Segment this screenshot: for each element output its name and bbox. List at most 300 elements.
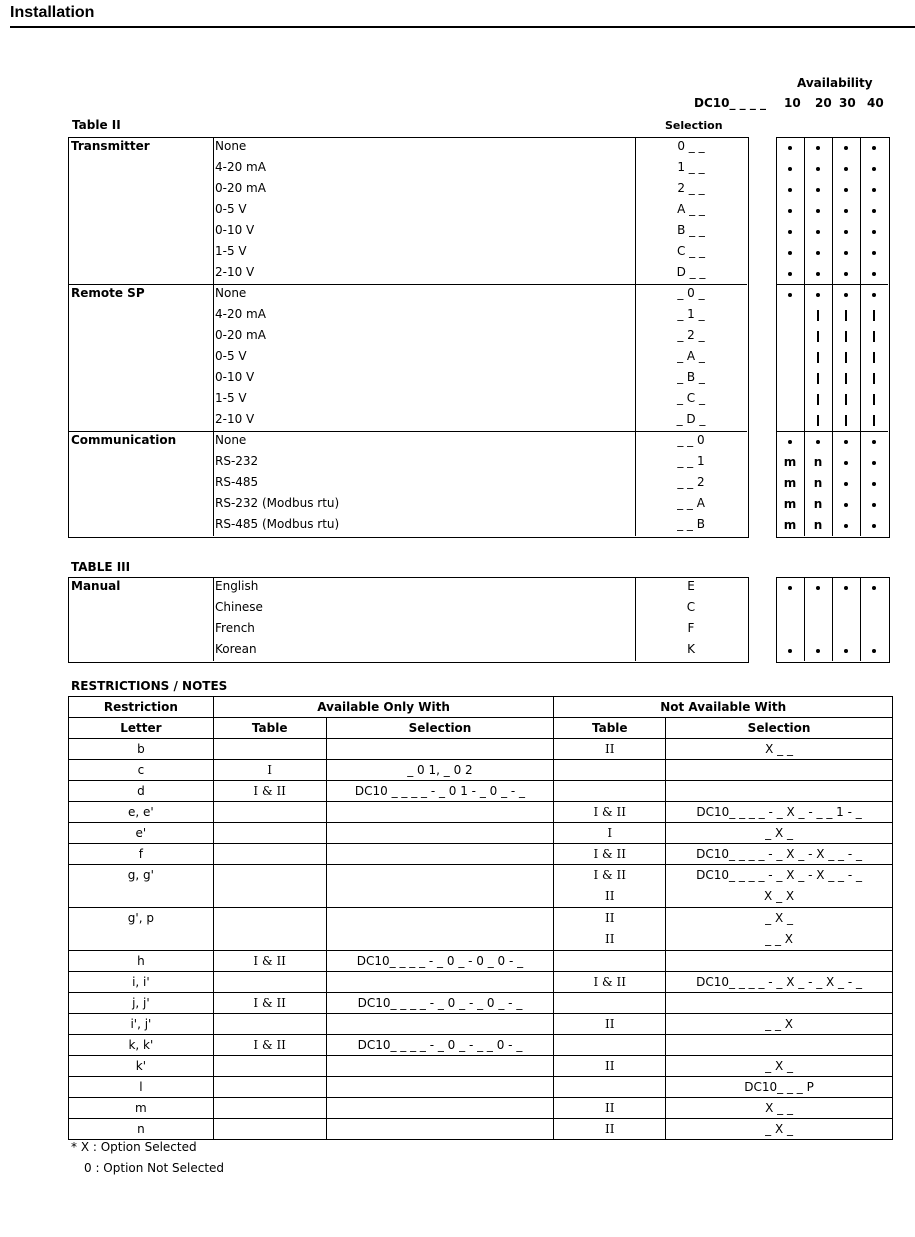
availability-mark: [860, 494, 888, 515]
availability-mark: [804, 619, 832, 640]
availability-mark: [804, 347, 832, 368]
not-available-selection: _ X _: [666, 1056, 893, 1077]
availability-mark: [832, 368, 860, 389]
not-available-selection: X _ _: [666, 739, 893, 760]
dot-icon: [788, 167, 792, 171]
available-table: [213, 1056, 326, 1077]
bar-icon: [845, 394, 847, 405]
not-available-table: [554, 760, 666, 781]
option-label: None: [215, 286, 247, 300]
option-code: E: [687, 579, 695, 593]
dot-icon: [816, 188, 820, 192]
availability-mark: [804, 305, 832, 326]
table2-group-rule: [68, 431, 747, 432]
not-available-selection: [666, 908, 893, 951]
bar-icon: [817, 331, 819, 342]
availability-mark: [832, 640, 860, 661]
availability-mark: [860, 221, 888, 242]
availability-mark: [776, 598, 804, 619]
footnote-not-selected: 0 : Option Not Selected: [84, 1161, 225, 1175]
not-available-table-line1: I & II: [593, 868, 627, 882]
option-code: B _ _: [677, 223, 705, 237]
option-code: _ 1 _: [677, 307, 705, 321]
restriction-letter: f: [69, 844, 214, 865]
dot-icon: [788, 649, 792, 653]
available-selection: [326, 802, 554, 823]
table-row: [69, 951, 893, 972]
table3-title: TABLE III: [71, 560, 131, 574]
dot-icon: [872, 146, 876, 150]
dot-icon: [816, 272, 820, 276]
option-code: _ _ 1: [677, 454, 705, 468]
dot-icon: [844, 586, 848, 590]
table-row: [69, 908, 893, 951]
availability-mark: [832, 137, 860, 158]
dot-icon: [872, 188, 876, 192]
restriction-letter: b: [69, 739, 214, 760]
availability-mark: [776, 179, 804, 200]
bar-icon: [817, 394, 819, 405]
option-label: RS-485 (Modbus rtu): [215, 517, 340, 531]
availability-mark: [860, 598, 888, 619]
table3-divider: [213, 577, 214, 661]
option-label: 4-20 mA: [215, 307, 266, 321]
dot-icon: [816, 167, 820, 171]
bar-icon: [817, 352, 819, 363]
availability-mark: [776, 242, 804, 263]
not-available-table: II: [554, 1056, 666, 1077]
restriction-header: Restriction: [69, 697, 214, 718]
availability-mark: [860, 431, 888, 452]
not-available-selection: DC10_ _ _ _ - _ X _ - X _ _ - _: [666, 844, 893, 865]
bar-icon: [873, 373, 875, 384]
table2-group-rule: [68, 284, 747, 285]
group-name: Communication: [71, 433, 177, 447]
avail-col-20: 20: [815, 96, 832, 110]
option-label: 2-10 V: [215, 265, 255, 279]
option-label: 0-5 V: [215, 349, 247, 363]
group-name: Transmitter: [71, 139, 150, 153]
avail-col-40: 40: [867, 96, 884, 110]
option-label: 0-10 V: [215, 223, 255, 237]
available-table: [213, 1014, 326, 1035]
available-table: I & II: [213, 993, 326, 1014]
not-available-table: [554, 1035, 666, 1056]
available-selection: DC10_ _ _ _ - _ 0 _ - _ _ 0 - _: [326, 1035, 554, 1056]
availability-mark: [832, 619, 860, 640]
restriction-letter: c: [69, 760, 214, 781]
availability-mark: [860, 389, 888, 410]
table-row: [69, 739, 893, 760]
restriction-letter: e': [69, 823, 214, 844]
not-available-table: I & II: [554, 844, 666, 865]
dot-icon: [872, 461, 876, 465]
dot-icon: [844, 251, 848, 255]
a-selection-header: Selection: [326, 718, 554, 739]
availability-mark: [804, 263, 832, 284]
not-available-table: [554, 993, 666, 1014]
option-label: None: [215, 433, 247, 447]
available-table: [213, 823, 326, 844]
dot-icon: [844, 188, 848, 192]
option-label: 1-5 V: [215, 244, 247, 258]
availability-mark: [804, 221, 832, 242]
not-available-table: [554, 1077, 666, 1098]
dot-icon: [872, 524, 876, 528]
available-table: I: [213, 760, 326, 781]
dot-icon: [844, 230, 848, 234]
not-available-selection: [666, 1035, 893, 1056]
availability-mark: [860, 515, 888, 536]
availability-mark: [804, 577, 832, 598]
not-available-selection-line2: _ _ X: [765, 932, 793, 946]
dot-icon: [844, 440, 848, 444]
footnote-selected: * X : Option Selected: [71, 1140, 197, 1154]
notes-title: RESTRICTIONS / NOTES: [71, 679, 228, 693]
table-row: [69, 1119, 893, 1140]
not-available-selection: [666, 781, 893, 802]
dot-icon: [788, 209, 792, 213]
dot-icon: [872, 586, 876, 590]
option-label: None: [215, 139, 247, 153]
availability-mark: [776, 347, 804, 368]
table-row: [69, 1014, 893, 1035]
available-table: [213, 1077, 326, 1098]
option-label: 0-5 V: [215, 202, 247, 216]
dot-icon: [816, 146, 820, 150]
availability-mark: [804, 368, 832, 389]
table-row: [69, 844, 893, 865]
available-table: [213, 1098, 326, 1119]
availability-mark: [804, 326, 832, 347]
dot-icon: [788, 272, 792, 276]
availability-mark: [832, 452, 860, 473]
not-available-selection: X _ _: [666, 1098, 893, 1119]
letter-header: Letter: [69, 718, 214, 739]
not-available-selection: _ X _: [666, 1119, 893, 1140]
available-selection: _ 0 1, _ 0 2: [326, 760, 554, 781]
group-name: Manual: [71, 579, 121, 593]
table-row: [69, 993, 893, 1014]
option-code: C _ _: [676, 244, 705, 258]
option-label: English: [215, 579, 259, 593]
availability-mark: [776, 640, 804, 661]
not-available-table: [554, 865, 666, 908]
available-table: I & II: [213, 781, 326, 802]
n-selection-header: Selection: [666, 718, 893, 739]
dot-icon: [844, 167, 848, 171]
available-table: [213, 844, 326, 865]
dot-icon: [872, 440, 876, 444]
available-selection: [326, 972, 554, 993]
availability-mark: [804, 389, 832, 410]
option-label: Chinese: [215, 600, 263, 614]
available-selection: [326, 1098, 554, 1119]
availability-mark: [832, 431, 860, 452]
not-available-table: I & II: [554, 802, 666, 823]
option-label: RS-232 (Modbus rtu): [215, 496, 340, 510]
bar-icon: [845, 373, 847, 384]
available-table: [213, 972, 326, 993]
availability-mark: m: [783, 476, 797, 490]
availability-mark: [860, 619, 888, 640]
availability-mark: [832, 515, 860, 536]
not-available-selection: DC10_ _ _ _ - _ X _ - _ _ 1 - _: [666, 802, 893, 823]
availability-mark: [776, 137, 804, 158]
bar-icon: [817, 415, 819, 426]
bar-icon: [873, 310, 875, 321]
availability-mark: [860, 242, 888, 263]
dot-icon: [872, 649, 876, 653]
availability-mark: [776, 284, 804, 305]
option-code: _ D _: [676, 412, 706, 426]
availability-mark: [832, 242, 860, 263]
n-table-header: Table: [554, 718, 666, 739]
available-selection: DC10_ _ _ _ - _ 0 _ - 0 _ 0 - _: [326, 951, 554, 972]
bar-icon: [873, 352, 875, 363]
header-rule: [10, 26, 915, 28]
option-code: _ _ 0: [677, 433, 705, 447]
availability-mark: [776, 200, 804, 221]
availability-mark: [832, 473, 860, 494]
not-available-table: [554, 951, 666, 972]
dot-icon: [816, 230, 820, 234]
not-available-table: II: [554, 1119, 666, 1140]
option-code: _ _ 2: [677, 475, 705, 489]
bar-icon: [873, 415, 875, 426]
not-available-table: II: [554, 739, 666, 760]
availability-mark: [804, 431, 832, 452]
availability-mark: [860, 179, 888, 200]
restriction-letter: i', j': [69, 1014, 214, 1035]
option-label: 2-10 V: [215, 412, 255, 426]
availability-mark: [776, 410, 804, 431]
restriction-letter: d: [69, 781, 214, 802]
dot-icon: [816, 649, 820, 653]
available-selection: [326, 865, 554, 908]
dot-icon: [872, 209, 876, 213]
dot-icon: [816, 293, 820, 297]
availability-mark: [860, 577, 888, 598]
availability-mark: [832, 410, 860, 431]
table-row: [69, 1056, 893, 1077]
availability-mark: [776, 368, 804, 389]
option-code: D _ _: [676, 265, 706, 279]
avail-col-30: 30: [839, 96, 856, 110]
availability-mark: [832, 284, 860, 305]
available-selection: [326, 908, 554, 951]
table-row: [69, 823, 893, 844]
dot-icon: [816, 251, 820, 255]
availability-mark: n: [813, 518, 823, 532]
bar-icon: [845, 331, 847, 342]
not-available-selection-line2: X _ X: [764, 889, 795, 903]
availability-mark: [832, 200, 860, 221]
not-available-selection: [666, 951, 893, 972]
available-selection: [326, 1056, 554, 1077]
option-code: _ B _: [677, 370, 705, 384]
bar-icon: [873, 394, 875, 405]
bar-icon: [873, 331, 875, 342]
availability-mark: m: [783, 518, 797, 532]
table-row: [69, 1098, 893, 1119]
dot-icon: [844, 503, 848, 507]
dot-icon: [872, 482, 876, 486]
dot-icon: [788, 251, 792, 255]
availability-mark: [832, 326, 860, 347]
dot-icon: [816, 440, 820, 444]
table2-selection-header: Selection: [665, 119, 723, 132]
available-table: [213, 865, 326, 908]
not-available-table-line2: II: [605, 932, 615, 946]
option-label: 4-20 mA: [215, 160, 266, 174]
availability-mark: [776, 326, 804, 347]
availability-mark: [860, 200, 888, 221]
restriction-letter: k, k': [69, 1035, 214, 1056]
avail-col-10: 10: [784, 96, 801, 110]
bar-icon: [817, 310, 819, 321]
restriction-letter: g', p: [69, 908, 214, 951]
available-table: [213, 908, 326, 951]
not-available-selection-line1: _ X _: [765, 911, 793, 925]
option-label: Korean: [215, 642, 257, 656]
dot-icon: [844, 649, 848, 653]
dot-icon: [872, 293, 876, 297]
availability-mark: [776, 221, 804, 242]
availability-mark: [776, 577, 804, 598]
availability-mark: m: [783, 455, 797, 469]
restriction-letter: e, e': [69, 802, 214, 823]
table-row: [69, 865, 893, 908]
not-available-table: II: [554, 1014, 666, 1035]
option-label: French: [215, 621, 255, 635]
option-code: _ 0 _: [677, 286, 705, 300]
dot-icon: [788, 293, 792, 297]
availability-mark: [832, 494, 860, 515]
table-row: [69, 781, 893, 802]
availability-mark: [804, 598, 832, 619]
restriction-letter: k': [69, 1056, 214, 1077]
availability-mark: [860, 284, 888, 305]
dot-icon: [872, 230, 876, 234]
option-code: _ A _: [677, 349, 705, 363]
restriction-letter: h: [69, 951, 214, 972]
dot-icon: [816, 586, 820, 590]
available-table: [213, 802, 326, 823]
dot-icon: [844, 146, 848, 150]
dot-icon: [788, 230, 792, 234]
availability-mark: [860, 410, 888, 431]
dot-icon: [816, 209, 820, 213]
dot-icon: [788, 440, 792, 444]
availability-mark: [832, 158, 860, 179]
restriction-letter: g, g': [69, 865, 214, 908]
dot-icon: [844, 209, 848, 213]
restriction-letter: i, i': [69, 972, 214, 993]
not-available-selection: DC10_ _ _ P: [666, 1077, 893, 1098]
bar-icon: [817, 373, 819, 384]
availability-mark: [776, 431, 804, 452]
table2-divider: [213, 137, 214, 536]
group-name: Remote SP: [71, 286, 145, 300]
not-available-table-line2: II: [605, 889, 615, 903]
availability-mark: [832, 389, 860, 410]
option-code: C: [686, 600, 696, 614]
dot-icon: [872, 167, 876, 171]
table-row: [69, 760, 893, 781]
dot-icon: [844, 524, 848, 528]
dot-icon: [788, 586, 792, 590]
availability-mark: [776, 158, 804, 179]
available-selection: [326, 1119, 554, 1140]
option-code: 1 _ _: [677, 160, 705, 174]
page-title: Installation: [10, 4, 95, 21]
availability-mark: n: [813, 476, 823, 490]
table-row: [69, 1035, 893, 1056]
not-available-selection-line1: DC10_ _ _ _ - _ X _ - X _ _ - _: [696, 868, 863, 882]
availability-mark: n: [813, 497, 823, 511]
availability-mark: [832, 577, 860, 598]
not-available-selection: [666, 760, 893, 781]
restriction-letter: l: [69, 1077, 214, 1098]
availability-mark: [804, 284, 832, 305]
restriction-letter: n: [69, 1119, 214, 1140]
dot-icon: [844, 482, 848, 486]
availability-mark: [860, 452, 888, 473]
available-table: [213, 1119, 326, 1140]
availability-mark: [832, 221, 860, 242]
bar-icon: [845, 415, 847, 426]
model-code-label: DC10_ _ _ _: [694, 96, 766, 110]
option-label: 1-5 V: [215, 391, 247, 405]
availability-mark: m: [783, 497, 797, 511]
availability-mark: [804, 410, 832, 431]
option-code: A _ _: [677, 202, 705, 216]
available-selection: [326, 823, 554, 844]
option-label: RS-485: [215, 475, 259, 489]
available-table: [213, 739, 326, 760]
not-available-selection: [666, 865, 893, 908]
availability-mark: [860, 305, 888, 326]
availability-mark: [804, 137, 832, 158]
bar-icon: [845, 352, 847, 363]
available-selection: [326, 739, 554, 760]
not-available-table-line1: II: [605, 911, 615, 925]
availability-mark: [860, 473, 888, 494]
table-row: [69, 972, 893, 993]
not-available-selection: _ X _: [666, 823, 893, 844]
availability-mark: [776, 263, 804, 284]
available-selection: [326, 1014, 554, 1035]
availability-mark: [804, 179, 832, 200]
option-code: 2 _ _: [677, 181, 705, 195]
table2-title: Table II: [72, 118, 121, 132]
availability-mark: n: [813, 455, 823, 469]
availability-mark: [804, 200, 832, 221]
availability-mark: [860, 640, 888, 661]
availability-mark: [860, 137, 888, 158]
option-label: RS-232: [215, 454, 259, 468]
dot-icon: [788, 188, 792, 192]
availability-mark: [832, 598, 860, 619]
dot-icon: [872, 251, 876, 255]
available-table: I & II: [213, 1035, 326, 1056]
option-code: _ _ A: [677, 496, 705, 510]
dot-icon: [788, 146, 792, 150]
availability-mark: [832, 347, 860, 368]
not-available-table: [554, 908, 666, 951]
available-selection: DC10_ _ _ _ - _ 0 _ - _ 0 _ - _: [326, 993, 554, 1014]
